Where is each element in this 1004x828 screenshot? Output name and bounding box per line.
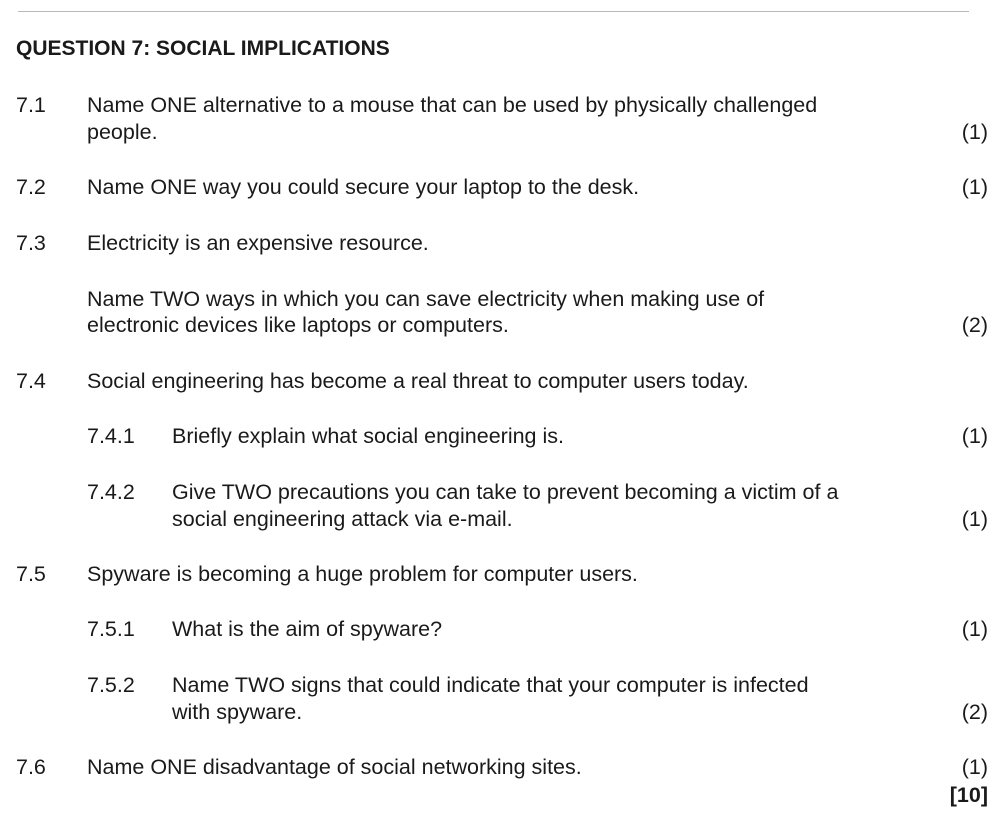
q7-1-text-line1: Name ONE alternative to a mouse that can be used by physically challenged	[87, 93, 818, 117]
q7-4-1-mark: (1)	[961, 424, 988, 448]
q7-1-text-line2: people.	[87, 120, 158, 144]
q7-6-text: Name ONE disadvantage of social networking sites.	[87, 755, 582, 779]
total-marks: [10]	[949, 783, 988, 807]
q7-2-text: Name ONE way you could secure your laptop to the desk.	[87, 175, 640, 199]
q7-5-1-mark: (1)	[961, 617, 988, 641]
q7-3-mark: (2)	[961, 313, 988, 337]
q7-1-mark: (1)	[961, 120, 988, 144]
q7-5-number: 7.5	[16, 562, 46, 586]
top-rule	[18, 11, 969, 12]
q7-3-text-line1: Name TWO ways in which you can save electricity when making use of	[87, 287, 765, 311]
q7-5-intro: Spyware is becoming a huge problem for computer users.	[87, 562, 638, 586]
q7-5-2-number: 7.5.2	[87, 673, 135, 697]
q7-4-1-number: 7.4.1	[87, 424, 135, 448]
q7-3-text-line2: electronic devices like laptops or computers.	[87, 313, 509, 337]
q7-2-number: 7.2	[16, 175, 46, 199]
q7-4-number: 7.4	[16, 369, 46, 393]
q7-6-mark: (1)	[961, 755, 988, 779]
q7-4-2-mark: (1)	[961, 507, 988, 531]
q7-1-number: 7.1	[16, 93, 46, 117]
q7-4-1-text: Briefly explain what social engineering is.	[172, 424, 564, 448]
q7-5-2-mark: (2)	[961, 700, 988, 724]
q7-3-number: 7.3	[16, 231, 46, 255]
q7-5-1-number: 7.5.1	[87, 617, 135, 641]
q7-5-2-text-line1: Name TWO signs that could indicate that your computer is infected	[172, 673, 809, 697]
q7-5-1-text: What is the aim of spyware?	[172, 617, 443, 641]
q7-4-2-number: 7.4.2	[87, 480, 135, 504]
q7-4-2-text-line2: social engineering attack via e-mail.	[172, 507, 513, 531]
q7-6-number: 7.6	[16, 755, 46, 779]
q7-5-2-text-line2: with spyware.	[172, 700, 303, 724]
q7-4-intro: Social engineering has become a real threat to computer users today.	[87, 369, 749, 393]
q7-3-intro: Electricity is an expensive resource.	[87, 231, 429, 255]
q7-2-mark: (1)	[961, 175, 988, 199]
question-title: QUESTION 7: SOCIAL IMPLICATIONS	[16, 37, 390, 60]
q7-4-2-text-line1: Give TWO precautions you can take to prevent becoming a victim of a	[172, 480, 839, 504]
